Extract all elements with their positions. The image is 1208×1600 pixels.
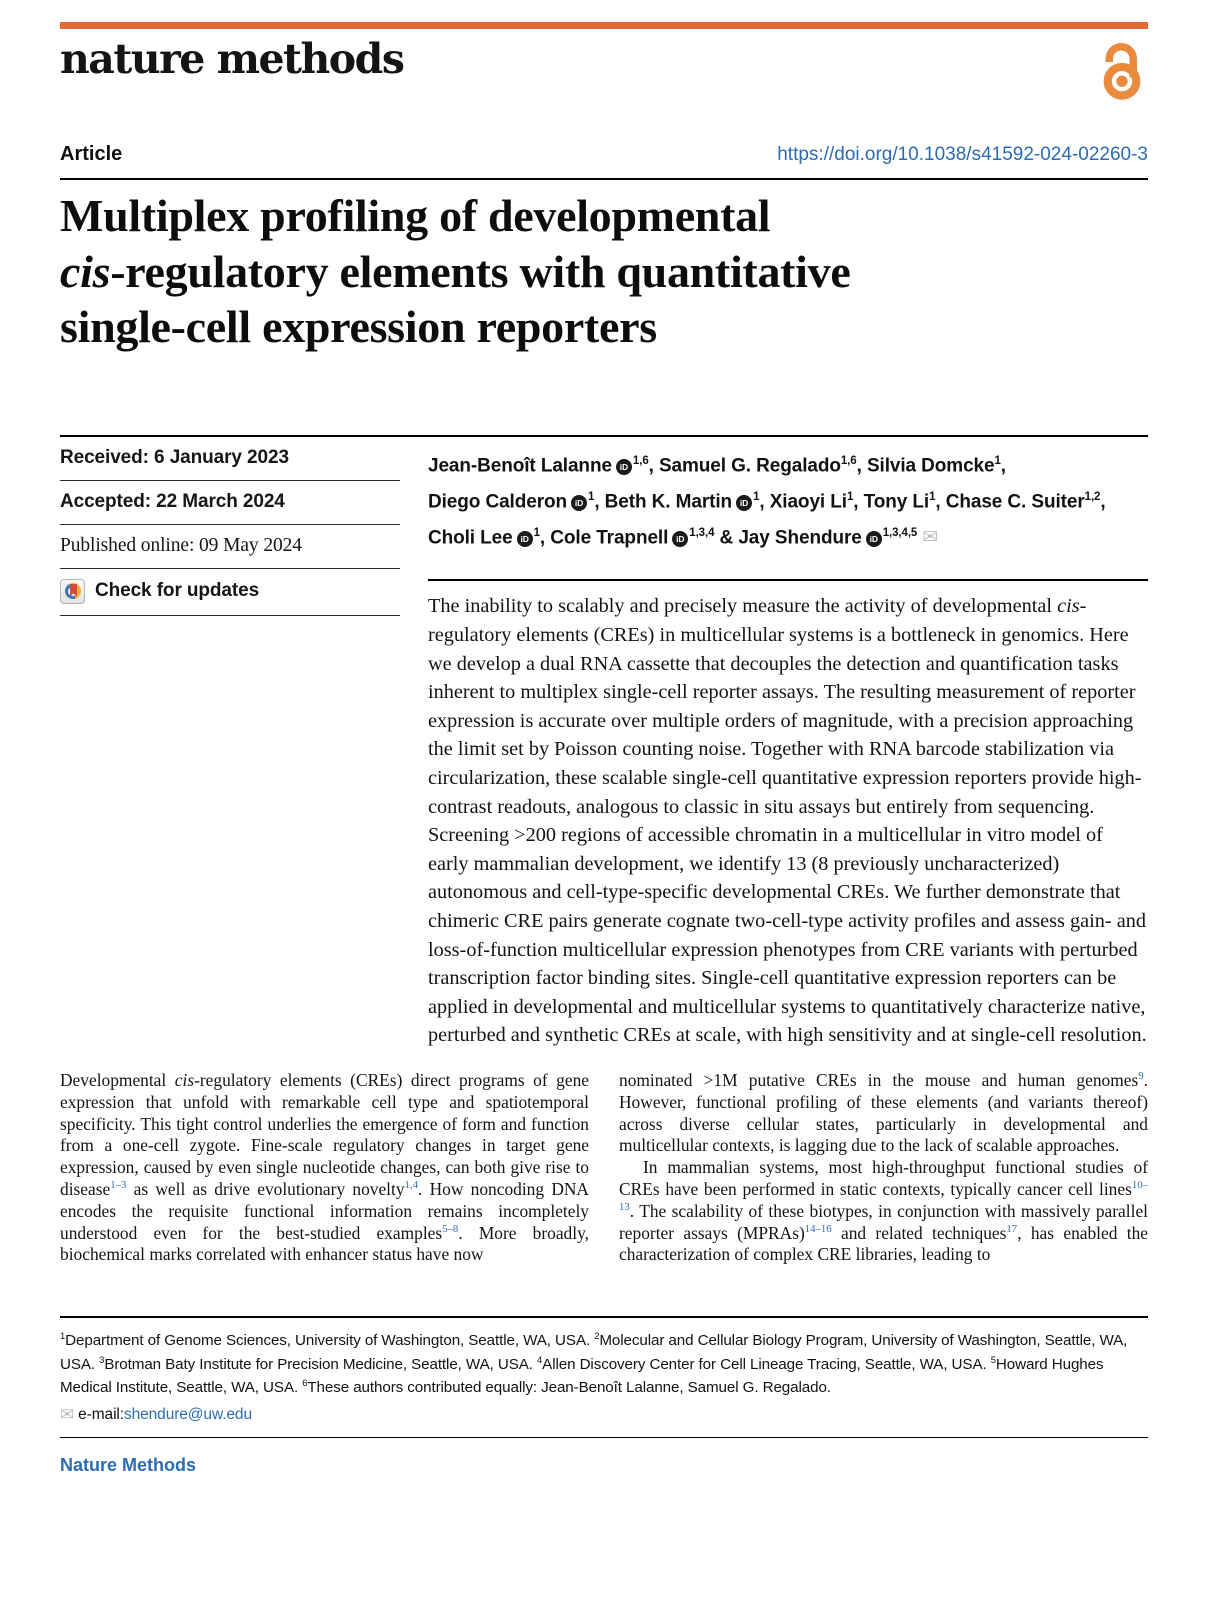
body-column-left [60, 1070, 589, 1266]
author-name: Tony Li [863, 491, 930, 513]
body-paragraph: In mammalian systems, most high-throughput functional studies of CREs have been performed in static contexts, typically cancer cell lines$^{10-13}$. The scalability of these biotypes, in conjunction with massively parallel reporter assays (MPRAs)$^{14-16}$ and related techniques$^{17}$, has enabled the characterization of complex CRE libraries, leading to [619, 1157, 1148, 1265]
dates-column [60, 437, 400, 1050]
affiliation-sup: 4 [537, 1353, 543, 1365]
title-line1: Multiplex profiling of developmental [60, 190, 771, 241]
author-name: Choli Lee [428, 526, 513, 548]
check-for-updates-label: Check for updates [95, 580, 260, 602]
author-affiliation-sup: 1 [994, 454, 1001, 467]
masthead-rule [60, 178, 1148, 180]
abstract-rule [428, 579, 1148, 581]
author-name: Jean-Benoît Lalanne [428, 455, 612, 477]
author-affiliation-sup: 1 [929, 490, 936, 503]
affiliation-sup: 5 [990, 1353, 996, 1365]
corresponding-author-email-icon[interactable]: ✉ [922, 526, 939, 548]
author-list: Jean-Benoît Lalanne iD$^{1,6}$, Samuel G. Regalado$^{1,6}$, Silvia Domcke$^1$, Diego Calderon $iD^1$, Beth K. Martin $iD^1$, Xiaoyi Li$^1$, Tony Li$^1$, Chase C. Suiter$^{1,2}$, Choli Lee $iD^1$, Cole Trapnell iD$^{1,3,4}$ & Jay Shendure iD$^{1,3,4,5}$ ✉ [428, 454, 1106, 548]
journal-accent-bar [60, 22, 1148, 29]
body-text [60, 1070, 1148, 1266]
meta-section [60, 435, 1148, 1050]
email-label: e-mail: [78, 1405, 124, 1423]
author-affiliation-sup: 1 [753, 490, 760, 503]
orcid-icon[interactable]: iD [517, 531, 533, 547]
body-paragraph: Developmental cis-regulatory elements (CREs) direct programs of gene expression that unfold with remarkable cell type and spatiotemporal specificity. This tight control underlies the emergence of form and function from a one-cell zygote. Fine-scale regulatory changes in target gene expression, caused by even single nucleotide changes, can both give rise to disease$^{1-3}$ as well as drive evolutionary novelty$^{1,4}$. How noncoding DNA encodes the requisite functional information remains incompletely understood even for the best-studied examples$^{5-8}$. More broadly, biochemical marks correlated with enhancer status have now [60, 1069, 589, 1265]
email-link[interactable]: shendure@uw.edu [123, 1405, 252, 1423]
author-name: Xiaoyi Li [769, 491, 847, 513]
reference-link[interactable]: 5–8 [442, 1222, 459, 1235]
journal-logo: nature methods [60, 35, 404, 83]
orcid-icon[interactable]: iD [672, 531, 688, 547]
orcid-icon[interactable]: iD [736, 495, 752, 511]
author-affiliation-sup: 1,6 [632, 454, 649, 467]
author-affiliation-sup: 1 [846, 490, 854, 503]
journal-header [60, 36, 1148, 105]
authors-abstract-column [428, 437, 1148, 1050]
check-for-updates-button[interactable] [60, 569, 400, 616]
author-affiliation-sup: 1,3,4 [689, 526, 715, 539]
author-affiliation-sup: 1,6 [840, 454, 857, 467]
affiliations-text: $^1$Department of Genome Sciences, University of Washington, Seattle, WA, USA. $^2$Molecular and Cellular Biology Program, University of Washington, Seattle, WA, USA. $^3$Brotman Baty Institute for Precision Medicine, Seattle, WA, USA. $^4$Allen Discovery Center for Cell Lineage Tracing, Seattle, WA, USA. $^5$Howard Hughes Medical Institute, Seattle, WA, USA. $^6$These authors contributed equally: Jean-Benoît Lalanne, Samuel G. Regalado. [60, 1330, 1128, 1397]
author-affiliation-sup: 1 [588, 490, 595, 503]
author-affiliation-sup: 1,2 [1084, 490, 1101, 503]
author-name: Chase C. Suiter [945, 491, 1085, 513]
author-name: Jay Shendure [738, 526, 862, 548]
reference-link[interactable]: 10–13 [619, 1179, 1148, 1213]
reference-link[interactable]: 17 [1006, 1222, 1018, 1235]
title-line3: single-cell expression reporters [60, 301, 657, 353]
received-date: Received: 6 January 2023 [60, 437, 400, 481]
body-column-right [619, 1070, 1148, 1266]
affiliation-sup: 6 [302, 1377, 308, 1389]
article-type-label: Article [60, 143, 123, 165]
published-date: Published online: 09 May 2024 [60, 525, 400, 569]
reference-link[interactable]: 1–3 [110, 1179, 127, 1192]
masthead [60, 143, 1148, 166]
author-name: Diego Calderon [428, 491, 568, 513]
title-line2: cis-regulatory elements with quantitative [60, 245, 851, 297]
reference-link[interactable]: 14–16 [804, 1222, 832, 1235]
author-name: Beth K. Martin [604, 491, 733, 513]
affiliation-sup: 2 [594, 1330, 600, 1342]
accepted-date: Accepted: 22 March 2024 [60, 481, 400, 525]
orcid-icon[interactable]: iD [571, 495, 587, 511]
article-page [0, 22, 1208, 1476]
author-affiliation-sup: 1 [533, 526, 540, 539]
open-access-icon [1098, 40, 1146, 105]
doi-link[interactable]: https://doi.org/10.1038/s41592-024-02260-3 [777, 144, 1148, 165]
paper-title [60, 188, 1148, 355]
footer-journal-name: Nature Methods [60, 1454, 197, 1475]
author-name: Cole Trapnell [550, 526, 669, 548]
affiliation-sup: 1 [60, 1330, 66, 1342]
author-name: Samuel G. Regalado [658, 455, 841, 477]
email-row [60, 1403, 1148, 1427]
affiliation-sup: 3 [99, 1353, 105, 1365]
abstract-text: The inability to scalably and precisely measure the activity of developmental cis-regulatory elements (CREs) in multicellular systems is a bottleneck in genomics. Here we develop a dual RNA cassette that decouples the detection and quantification tasks inherent to multiplex single-cell reporter assays. The resulting measurement of reporter expression is accurate over multiple orders of magnitude, with a precision approaching the limit set by Poisson counting noise. Together with RNA barcode stabilization via circularization, these scalable single-cell quantitative expression reporters provide high-contrast readouts, analogous to classic in situ assays but entirely from sequencing. Screening >200 regions of accessible chromatin in a multicellular in vitro model of early mammalian development, we identify 13 (8 previously uncharacterized) autonomous and cell-type-specific developmental CREs. We further demonstrate that chimeric CRE pairs generate cognate two-cell-type activity profiles and assess gain- and loss-of-function multicellular expression phenotypes from CRE variants with perturbed transcription factor binding sites. Single-cell quantitative expression reporters can be applied in developmental and multicellular systems to quantitatively characterize native, perturbed and synthetic CREs at scale, with high sensitivity and at single-cell resolution. [428, 595, 1147, 1047]
author-name: Silvia Domcke [866, 455, 995, 477]
orcid-icon[interactable]: iD [866, 531, 882, 547]
footer-rule [60, 1437, 1148, 1438]
author-affiliation-sup: 1,3,4,5 [882, 526, 918, 539]
reference-link[interactable]: 1,4 [404, 1179, 419, 1192]
reference-link[interactable]: 9 [1138, 1070, 1144, 1083]
crossmark-icon [60, 579, 85, 604]
body-paragraph: nominated >1M putative CREs in the mouse and human genomes$^9$. However, functional profiling of these elements (and variants thereof) across diverse cellular states, particularly in developmental and multicellular contexts, is lagging due to the lack of scalable approaches. [619, 1069, 1148, 1156]
orcid-icon[interactable]: iD [616, 459, 632, 475]
affiliations-footnote [60, 1316, 1148, 1426]
envelope-icon: ✉ [60, 1404, 75, 1424]
